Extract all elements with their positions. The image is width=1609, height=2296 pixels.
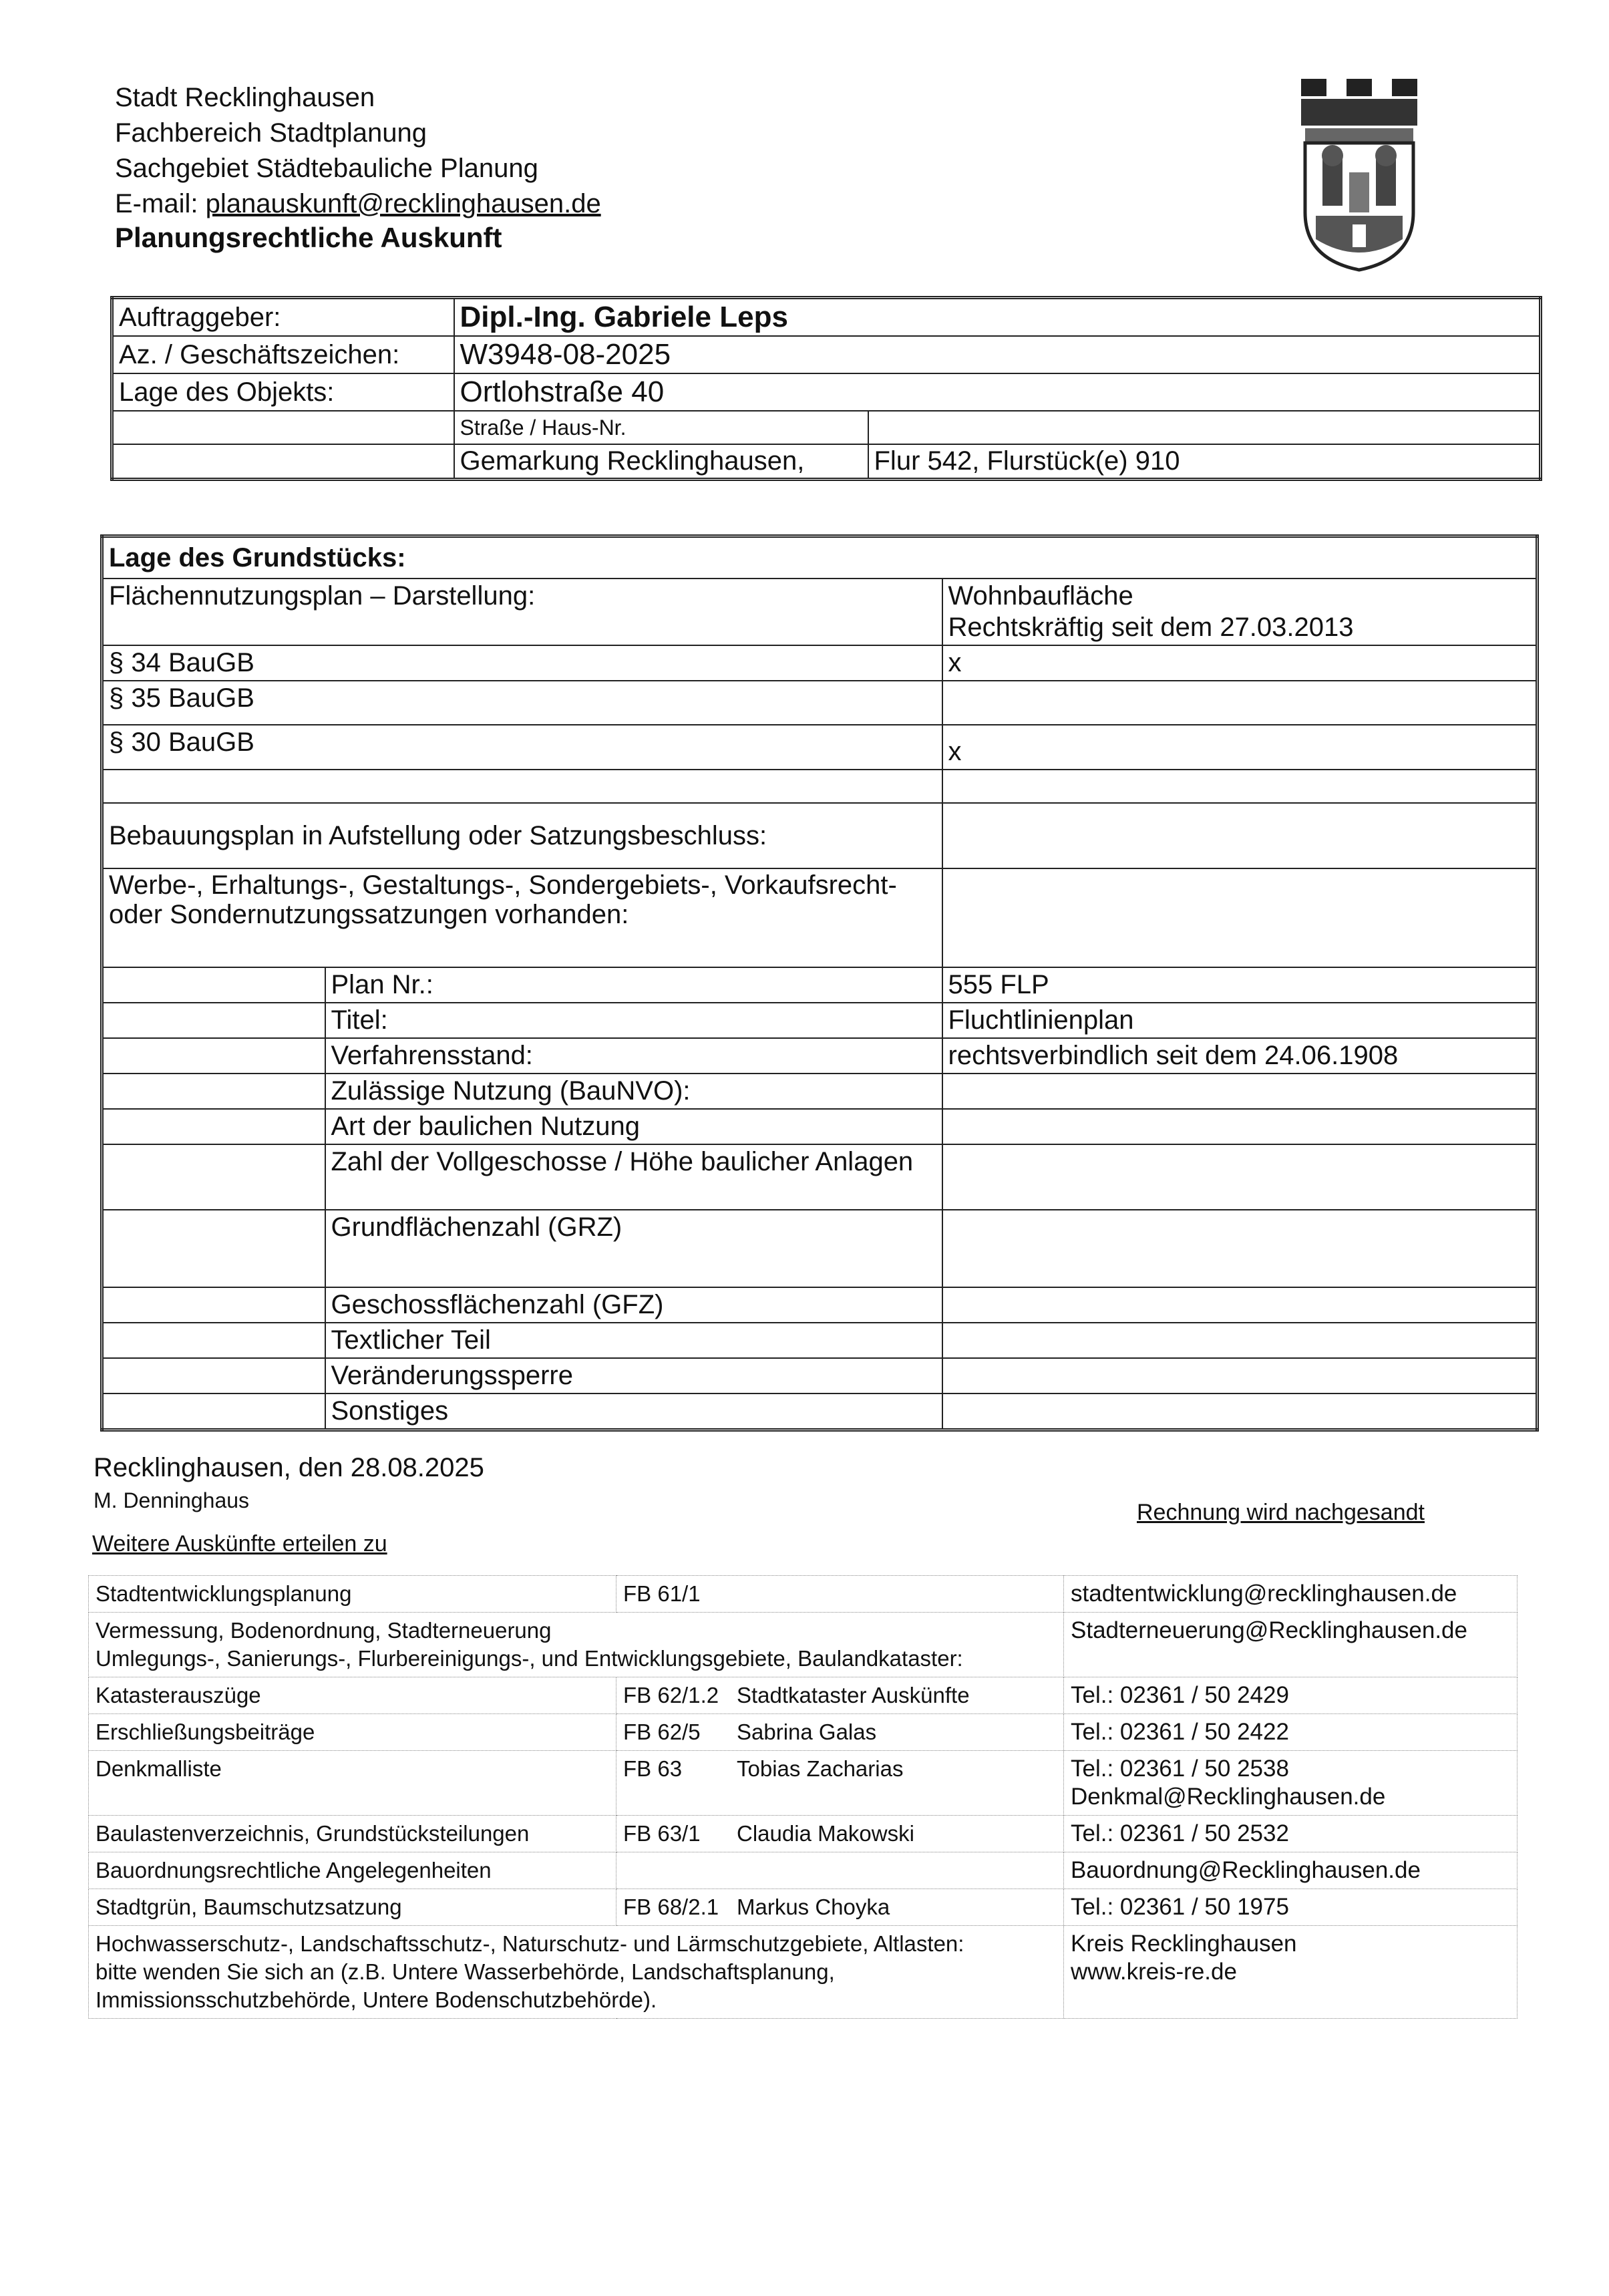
gemarkung-value: Gemarkung Recklinghausen, <box>454 444 868 480</box>
fnp-value-line1: Wohnbaufläche <box>948 581 1133 611</box>
contact-row <box>89 1677 1517 1714</box>
contact-unit <box>616 1677 1064 1714</box>
plan-number-label: Plan Nr.: <box>325 967 942 1003</box>
empty-cell <box>102 1109 325 1144</box>
contact-topic: Vermessung, Bodenordnung, Stadterneuerung Umlegungs-, Sanierungs-, Flurbereinigungs-, und Entwicklungsgebiete, Baulandkataster: <box>89 1613 1064 1677</box>
empty-cell <box>102 1144 325 1210</box>
document-title: Planungsrechtliche Auskunft <box>115 222 502 253</box>
contact-topic: Baulastenverzeichnis, Grundstücksteilungen <box>89 1816 616 1852</box>
contact-row <box>89 1613 1517 1677</box>
contact-person: Tobias Zacharias <box>737 1756 904 1781</box>
empty-cell <box>102 1074 325 1109</box>
fnp-value-line2: Rechtskräftig seit dem 27.03.2013 <box>948 613 1354 642</box>
contact-topic: Stadtgrün, Baumschutzsatzung <box>89 1889 616 1926</box>
empty-cell <box>112 444 454 480</box>
contact-unit <box>616 1816 1064 1852</box>
contact-row <box>89 1816 1517 1852</box>
contact-details[interactable]: Stadterneuerung@Recklinghausen.de <box>1064 1613 1517 1677</box>
fnp-value <box>942 579 1538 645</box>
plan-title-value: Fluchtlinienplan <box>942 1003 1538 1038</box>
empty-cell <box>942 681 1538 725</box>
contact-details[interactable]: Tel.: 02361 / 50 1975 <box>1064 1889 1517 1926</box>
planning-table <box>100 534 1539 1432</box>
storeys-label: Zahl der Vollgeschosse / Höhe baulicher Anlagen <box>325 1144 942 1210</box>
section-30-label: § 30 BauGB <box>102 725 942 770</box>
client-label: Auftraggeber: <box>112 298 454 337</box>
contact-row <box>89 1889 1517 1926</box>
empty-cell <box>942 868 1538 967</box>
empty-cell <box>102 1287 325 1323</box>
procedure-status-value: rechtsverbindlich seit dem 24.06.1908 <box>942 1038 1538 1074</box>
contact-unit-code: FB 62/1.2 <box>623 1683 719 1707</box>
contact-topic: Denkmalliste <box>89 1751 616 1816</box>
more-info-heading: Weitere Auskünfte erteilen zu <box>92 1531 387 1556</box>
empty-cell <box>868 411 1541 444</box>
empty-cell <box>942 1287 1538 1323</box>
statutes-label: Werbe-, Erhaltungs-, Gestaltungs-, Sondergebiets-, Vorkaufsrecht- oder Sondernutzungssatzungen vorhanden: <box>102 868 942 967</box>
empty-cell <box>112 411 454 444</box>
empty-cell <box>102 1358 325 1393</box>
change-freeze-label: Veränderungssperre <box>325 1358 942 1393</box>
empty-cell <box>102 1323 325 1358</box>
empty-cell <box>102 1038 325 1074</box>
contact-details[interactable]: Tel.: 02361 / 50 2532 <box>1064 1816 1517 1852</box>
department-name: Fachbereich Stadtplanung <box>115 118 427 148</box>
empty-cell <box>102 1210 325 1287</box>
empty-cell <box>102 967 325 1003</box>
section-name: Sachgebiet Städtebauliche Planung <box>115 154 538 183</box>
contact-topic: Bauordnungsrechtliche Angelegenheiten <box>89 1852 616 1889</box>
invoice-note: Rechnung wird nachgesandt <box>1137 1500 1425 1525</box>
contact-person: Markus Choyka <box>737 1895 890 1919</box>
land-heading: Lage des Grundstücks: <box>102 536 1538 579</box>
section-34-value: x <box>942 645 1538 681</box>
gfz-label: Geschossflächenzahl (GFZ) <box>325 1287 942 1323</box>
flur-value: Flur 542, Flurstück(e) 910 <box>868 444 1541 480</box>
reference-label: Az. / Geschäftszeichen: <box>112 336 454 373</box>
location-label: Lage des Objekts: <box>112 373 454 411</box>
contact-row <box>89 1852 1517 1889</box>
email-label: E-mail: <box>115 189 198 218</box>
empty-cell <box>942 1358 1538 1393</box>
contact-unit-code: FB 63/1 <box>623 1821 701 1846</box>
contact-topic: Stadtentwicklungsplanung <box>89 1576 616 1613</box>
empty-cell <box>942 1323 1538 1358</box>
contact-topic: Katasterauszüge <box>89 1677 616 1714</box>
contact-unit <box>616 1889 1064 1926</box>
section-30-value: x <box>942 725 1538 770</box>
contact-details[interactable]: Tel.: 02361 / 50 2538 Denkmal@Recklinghausen.de <box>1064 1751 1517 1816</box>
contact-unit-code: FB 63 <box>623 1756 683 1781</box>
section-35-label: § 35 BauGB <box>102 681 942 725</box>
contact-unit-code: FB 68/2.1 <box>623 1895 719 1919</box>
contact-unit <box>616 1714 1064 1751</box>
grz-label: Grundflächenzahl (GRZ) <box>325 1210 942 1287</box>
reference-value: W3948-08-2025 <box>454 336 1541 373</box>
contact-row <box>89 1576 1517 1613</box>
contact-details[interactable]: Tel.: 02361 / 50 2429 <box>1064 1677 1517 1714</box>
contact-unit <box>616 1852 1064 1889</box>
plan-title-label: Titel: <box>325 1003 942 1038</box>
client-value: Dipl.-Ing. Gabriele Leps <box>454 298 1541 337</box>
empty-cell <box>102 1393 325 1430</box>
use-type-label: Art der baulichen Nutzung <box>325 1109 942 1144</box>
empty-cell <box>942 1393 1538 1430</box>
contact-row <box>89 1714 1517 1751</box>
contact-details[interactable]: Bauordnung@Recklinghausen.de <box>1064 1852 1517 1889</box>
other-label: Sonstiges <box>325 1393 942 1430</box>
office-name: Stadt Recklinghausen <box>115 83 375 112</box>
coat-of-arms-icon <box>1296 72 1423 276</box>
contact-row <box>89 1926 1517 2019</box>
empty-cell <box>942 1210 1538 1287</box>
contact-unit-code: FB 61/1 <box>623 1581 701 1606</box>
empty-cell <box>942 1144 1538 1210</box>
contact-topic: Hochwasserschutz-, Landschaftsschutz-, Naturschutz- und Lärmschutzgebiete, Altlasten: bitte wenden Sie sich an (z.B. Untere Wasserbehörde, Landschaftsplanung, Immissionsschutzbehörde, Untere Bodenschutzbehörde). <box>89 1926 1064 2019</box>
contact-topic: Erschließungsbeiträge <box>89 1714 616 1751</box>
empty-cell <box>942 1074 1538 1109</box>
signer-name: M. Denninghaus <box>94 1488 250 1512</box>
contact-person: Sabrina Galas <box>737 1719 877 1744</box>
fnp-label: Flächennutzungsplan – Darstellung: <box>102 579 942 645</box>
contact-unit-code: FB 62/5 <box>623 1719 701 1744</box>
contact-unit <box>616 1751 1064 1816</box>
email-line <box>115 186 601 221</box>
contact-details[interactable]: Kreis Recklinghausen www.kreis-re.de <box>1064 1926 1517 2019</box>
section-34-label: § 34 BauGB <box>102 645 942 681</box>
plan-number-value: 555 FLP <box>942 967 1538 1003</box>
contact-row <box>89 1751 1517 1816</box>
contact-unit <box>616 1576 1064 1613</box>
place-date: Recklinghausen, den 28.08.2025 <box>94 1453 484 1482</box>
procedure-status-label: Verfahrensstand: <box>325 1038 942 1074</box>
order-table <box>110 296 1542 481</box>
contact-person: Claudia Makowski <box>737 1821 914 1846</box>
empty-cell <box>942 803 1538 868</box>
location-value: Ortlohstraße 40 <box>454 373 1541 411</box>
text-part-label: Textlicher Teil <box>325 1323 942 1358</box>
empty-cell <box>102 770 942 803</box>
contact-person: Stadtkataster Auskünfte <box>737 1683 970 1707</box>
empty-cell <box>102 1003 325 1038</box>
contacts-table <box>88 1575 1517 2019</box>
permitted-use-label: Zulässige Nutzung (BauNVO): <box>325 1074 942 1109</box>
empty-cell <box>942 770 1538 803</box>
contact-details[interactable]: Tel.: 02361 / 50 2422 <box>1064 1714 1517 1751</box>
contact-details[interactable]: stadtentwicklung@recklinghausen.de <box>1064 1576 1517 1613</box>
bplan-label: Bebauungsplan in Aufstellung oder Satzungsbeschluss: <box>102 803 942 868</box>
email-link[interactable]: planauskunft@recklinghausen.de <box>205 189 601 218</box>
empty-cell <box>942 1109 1538 1144</box>
street-hint: Straße / Haus-Nr. <box>454 411 868 444</box>
